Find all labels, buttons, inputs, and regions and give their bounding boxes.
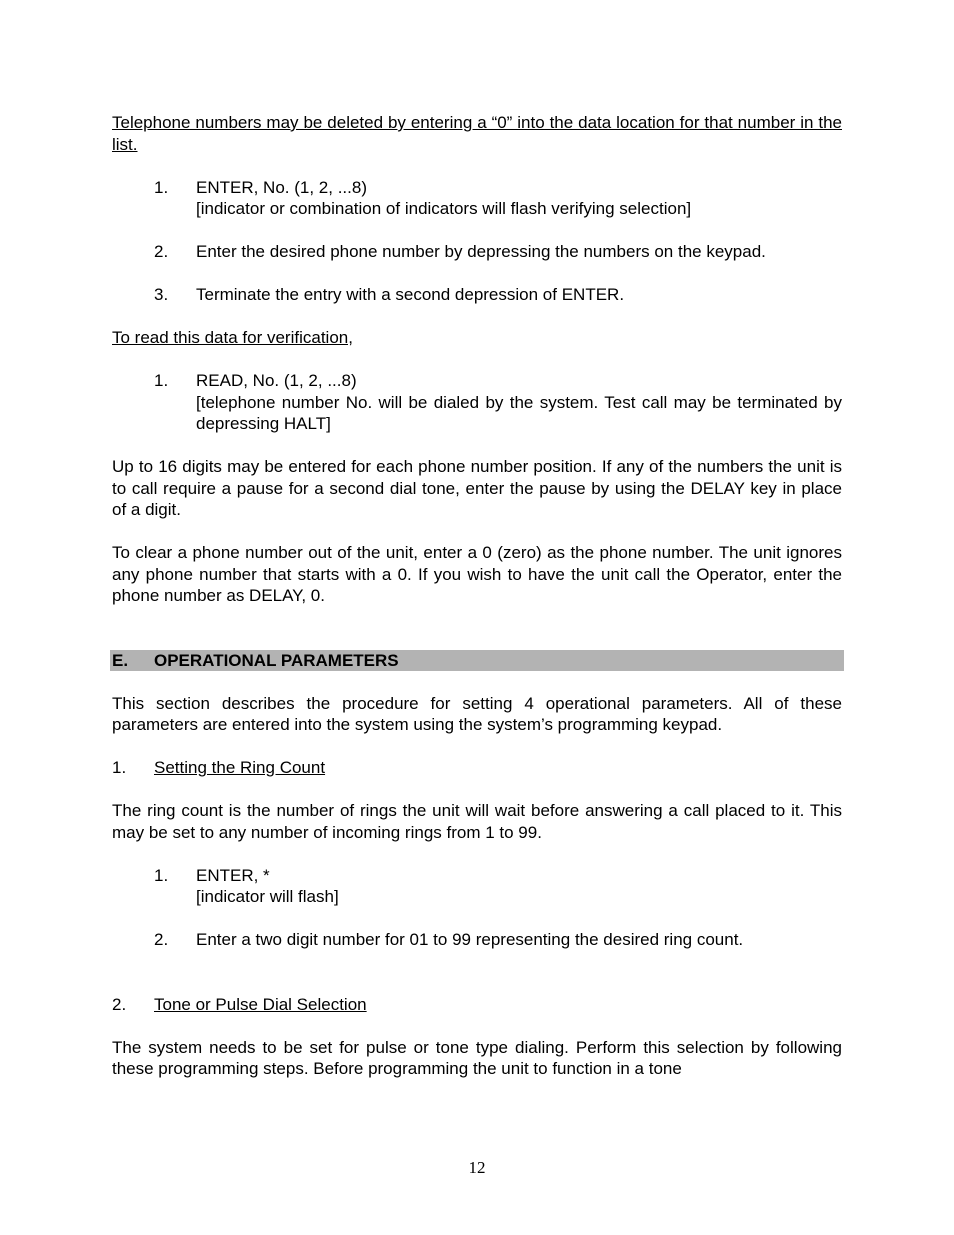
step-number: 1. <box>154 177 169 197</box>
clear-paragraph: To clear a phone number out of the unit, enter a 0 (zero) as the phone number. The unit ignores any phone number that starts with a 0. If you wish to have the unit call the Operator, enter the phone number as DELAY, 0. <box>112 543 842 605</box>
section-title: OPERATIONAL PARAMETERS <box>154 650 399 670</box>
digits-paragraph: Up to 16 digits may be entered for each phone number position. If any of the numbers the unit is to call require a pause for a second dial tone, enter the pause by using the DELAY key in place of a digit. <box>112 457 842 519</box>
step-number: 3. <box>154 285 169 304</box>
subsection-title: Tone or Pulse Dial Selection <box>154 994 367 1014</box>
step-note: [telephone number No. will be dialed by the system. Test call may be terminated by depressing HALT] <box>196 392 842 433</box>
step-text: Terminate the entry with a second depression of ENTER. <box>196 285 625 304</box>
subsection-tone-pulse <box>112 994 842 1016</box>
tone-pulse-paragraph: The system needs to be set for pulse or tone type dialing. Perform this selection by following these programming steps. Before programming the unit to function in a tone <box>112 1037 842 1078</box>
step-text: READ, No. (1, 2, ...8) <box>196 371 357 390</box>
delete-instructions: Telephone numbers may be deleted by entering a “0” into the data location for that number in the list. <box>112 113 842 154</box>
step-text: Enter the desired phone number by depressing the numbers on the keypad. <box>196 242 766 261</box>
read-intro: To read this data for verification, <box>112 328 353 347</box>
step-text: Enter a two digit number for 01 to 99 representing the desired ring count. <box>196 930 744 949</box>
step-note: [indicator or combination of indicators will flash verifying selection] <box>196 199 692 218</box>
step-number: 2. <box>154 242 169 261</box>
page-number: 12 <box>468 1158 486 1177</box>
enter-step-3 <box>112 284 842 306</box>
section-intro: This section describes the procedure for setting 4 operational parameters. All of these parameters are entered into the system using the system’s programming keypad. <box>112 693 842 734</box>
step-number: 1. <box>154 865 169 885</box>
step-number: 1. <box>154 371 169 390</box>
ring-step-1 <box>112 865 842 908</box>
subsection-number: 2. <box>112 994 127 1014</box>
ring-count-paragraph: The ring count is the number of rings the unit will wait before answering a call placed to it. This may be set to any number of incoming rings from 1 to 99. <box>112 801 842 842</box>
ring-step-2 <box>112 929 842 951</box>
page-content <box>112 112 842 1080</box>
subsection-ring-count <box>112 757 842 779</box>
enter-step-2 <box>112 241 842 263</box>
step-text: ENTER, No. (1, 2, ...8) <box>196 177 367 197</box>
section-letter: E. <box>112 650 129 670</box>
read-step-1 <box>112 370 842 435</box>
step-text: ENTER, * <box>196 865 270 885</box>
section-heading <box>110 650 844 672</box>
subsection-title: Setting the Ring Count <box>154 758 326 777</box>
subsection-number: 1. <box>112 758 127 777</box>
enter-step-1 <box>112 177 842 220</box>
step-note: [indicator will flash] <box>196 887 339 906</box>
step-number: 2. <box>154 930 169 949</box>
